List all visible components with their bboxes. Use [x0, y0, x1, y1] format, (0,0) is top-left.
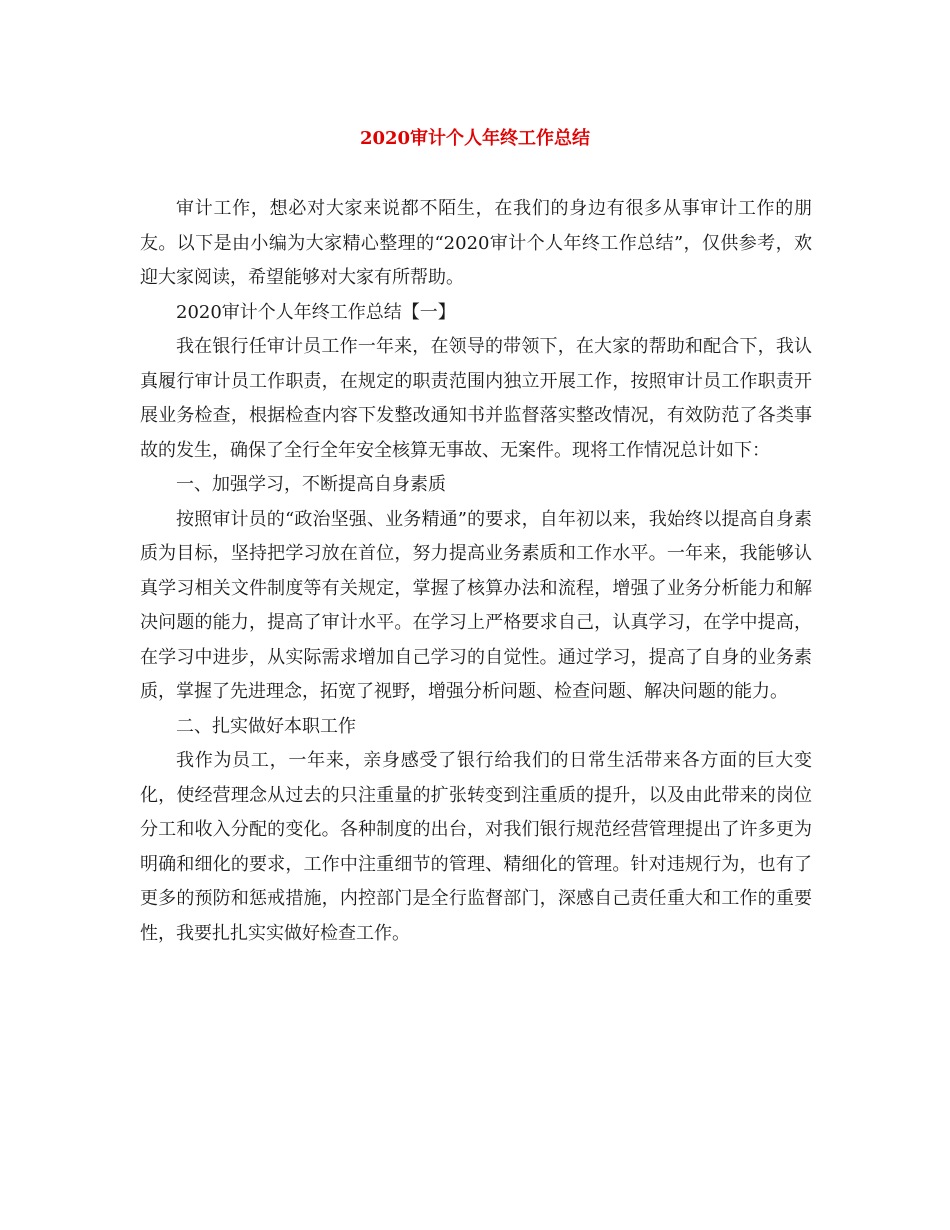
body-paragraph: 我在银行任审计员工作一年来，在领导的带领下，在大家的帮助和配合下，我认真履行审计员工作职责，在规定的职责范围内独立开展工作，按照审计员工作职责开展业务检查，根据检查内容下发整改通知书并监督落实整改情况，有效防范了各类事故的发生，确保了全行全年安全核算无事故、无案件。现将工作情况总计如下： [140, 336, 812, 461]
document-body [140, 158, 812, 951]
body-paragraph: 按照审计员的“政治坚强、业务精通”的要求，自年初以来，我始终以提高自身素质为目标，坚持把学习放在首位，努力提高业务素质和工作水平。一年来，我能够认真学习相关文件制度等有关规定，掌握了核算办法和流程，增强了业务分析能力和解决问题的能力，提高了审计水平。在学习上严格要求自己，认真学习，在学中提高，在学习中进步，从实际需求增加自己学习的自觉性。通过学习，提高了自身的业务素质，掌握了先进理念，拓宽了视野，增强分析问题、检查问题、解决问题的能力。 [140, 508, 812, 702]
section-heading-part-one: 2020审计个人年终工作总结【一】 [176, 301, 456, 323]
intro-paragraph: 审计工作，想必对大家来说都不陌生，在我们的身边有很多从事审计工作的朋友。以下是由小编为大家精心整理的“2020审计个人年终工作总结”，仅供参考，欢迎大家阅读，希望能够对大家有所帮助。 [140, 198, 812, 288]
section-heading-work: 二、扎实做好本职工作 [176, 715, 356, 737]
section-heading-study: 一、加强学习，不断提高自身素质 [176, 474, 446, 495]
body-paragraph: 我作为员工，一年来，亲身感受了银行给我们的日常生活带来各方面的巨大变化，使经营理念从过去的只注重量的扩张转变到注重质的提升，以及由此带来的岗位分工和收入分配的变化。各种制度的出台，对我们银行规范经营管理提出了许多更为明确和细化的要求，工作中注重细节的管理、精细化的管理。针对违规行为，也有了更多的预防和惩戒措施，内控部门是全行监督部门，深感自己责任重大和工作的重要性，我要扎扎实实做好检查工作。 [140, 750, 812, 944]
document-title: 2020审计个人年终工作总结 [359, 128, 591, 149]
